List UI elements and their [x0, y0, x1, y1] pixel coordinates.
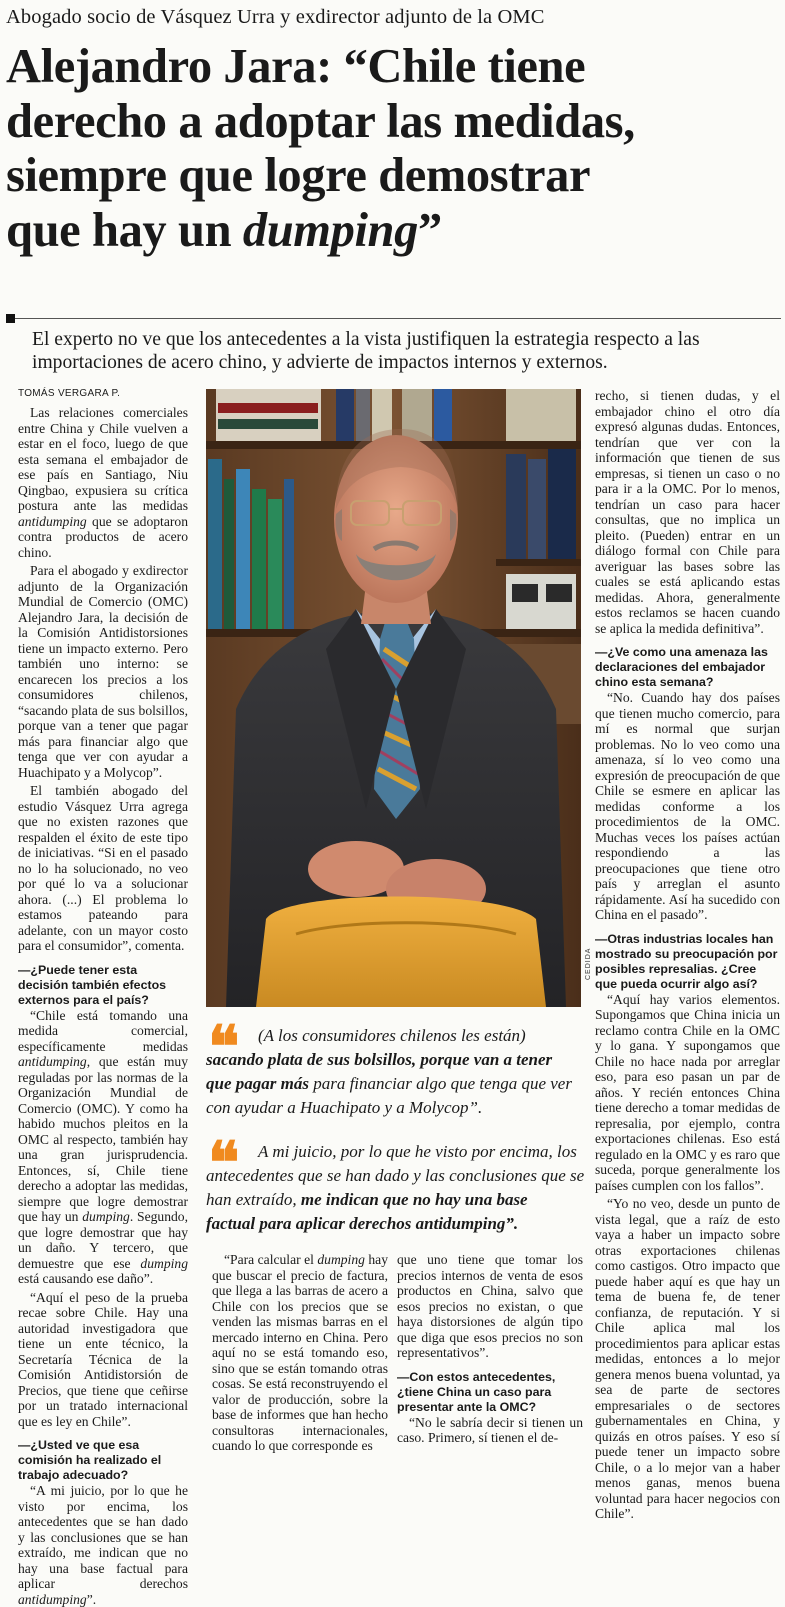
pull-quote-line: factual para aplicar derechos antidumping”.: [206, 1214, 519, 1233]
paragraph: Las relaciones comerciales entre China y Chile vuelven a estar en el foco, luego de que esta semana el embajador de ese país en Santiago, Niu Qingbao, expusiera su crítica postura ante las medidas antidumping que se adoptaron contra productos de acero chino.: [18, 405, 188, 560]
kicker: Abogado socio de Vásquez Urra y exdirector adjunto de la OMC: [6, 6, 545, 28]
headline-line: Alejandro Jara: “Chile tiene: [6, 40, 586, 93]
paragraph: El también abogado del estudio Vásquez Urra agrega que no existen razones que respalden el éxito de este tipo de iniciativas. “Si en el pasado no lo ha solucionado, no veo por qué lo va a solucionar ahora. (...) El problema lo estamos pateando para adelante, con un mayor costo para el consumidor”, comenta.: [18, 783, 188, 953]
pull-quote-line: antecedentes que se han dado y las conclusiones que se: [206, 1166, 585, 1185]
deck-line: El experto no ve que los antecedentes a la vista justifiquen la estrategia respecto a las: [32, 329, 700, 350]
pull-quote-line: han extraído, me indican que no hay una base: [206, 1190, 528, 1209]
interview-answer: “Aquí hay varios elementos. Supongamos que China inicia un reclamo contra Chile en la OMC y lo gana. Y supongamos que Chile no hace nada por arreglar eso, para eso pasan un par de años. Y recién entonces China tiene derecho a tomar medidas de represalia, por ejemplo, contra exportaciones chilenas. Eso está regulado en la OMC y es raro que suceda, porque generalmente los países cumplen con los fallos”.: [595, 991, 780, 1193]
interview-question: —Con estos antecedentes, ¿tiene China un caso para presentar ante la OMC?: [397, 1369, 556, 1414]
article-column-3: [397, 1252, 583, 1446]
paragraph: Para el abogado y exdirector adjunto de la Organización Mundial de Comercio (OMC) Alejandro Jara, la decisión de la Comisión Antidistorsiones tiene un impacto externo. Pero también uno interno: se encarecen los precios a los consumidores chilenos, “sacando plata de sus bolsillos, porque van a tener que pagar más para financiar algo que tenga que ver con ayudar a Huachipato y a Molycop”.: [18, 563, 188, 780]
pull-quote-line: (A los consumidores chilenos les están): [258, 1026, 526, 1045]
paragraph: “Aquí el peso de la prueba recae sobre Chile. Hay una autoridad investigadora que tiene un ente técnico, la Secretaría Técnica de la Comisión Antidistorsión de Precios, que tiene que ceñirse por un tratado internacional que es ley en Chile”.: [18, 1289, 188, 1429]
headline-line: siempre que logre demostrar: [6, 149, 591, 202]
headline-line: [6, 204, 781, 259]
quote-mark-icon: ❛❛: [208, 1013, 234, 1081]
paragraph: “Para calcular el dumping hay que buscar el precio de factura, que llega a las barras de acero a Chile con los precios que se venden las mismas barras en el mercado interno en China. Pero aquí no se está tomando eso, sino que se están tomando otras cosas. Se está reconstruyendo el valor de producción, sobre la base de informes que han hecho consultoras internacionales, cuando lo que corresponde es: [212, 1252, 388, 1453]
interview-question: —¿Puede tener esta decisión también efectos externos para el país?: [18, 962, 167, 1007]
deck-line: importaciones de acero chino, y advierte de impactos internos y externos.: [32, 352, 608, 373]
headline-text: que hay un: [6, 203, 243, 257]
article-column-2: [212, 1252, 388, 1454]
interview-answer: “A mi juicio, por lo que he visto por encima, los antecedentes que se han dado y las conclusiones que se han extraído, me indican que no hay una base factual para aplicar derechos antidumping”.: [18, 1483, 188, 1607]
headline-close-quote: ”: [417, 203, 442, 257]
portrait-illustration: [206, 389, 581, 1007]
pull-quote-line: que pagar más para financiar algo que tenga que ver: [206, 1074, 572, 1093]
headline-italic: dumping: [242, 203, 418, 257]
headline-separator: [6, 318, 781, 319]
byline: TOMÁS VERGARA P.: [18, 388, 121, 399]
photo-credit: CEDIDA: [585, 947, 592, 980]
portrait-photo: [206, 389, 581, 1007]
interview-question: —¿Usted ve que esa comisión ha realizado el trabajo adecuado?: [18, 1438, 162, 1482]
interview-answer: “No. Cuando hay dos países que tienen mucho comercio, para mí es normal que surjan problemas. No lo veo como una amenaza, sí lo veo como una expresión de preocupación de que Chile se esmere en aplicar las medidas conforme a los procedimientos de la OMC. Muchas veces los países actúan respondiendo a las preocupaciones que tiene otro país y arreglan el asunto rápidamente. Así ha sucedido con China en el pasado”.: [595, 690, 780, 922]
pull-quote-line: A mi juicio, por lo que he visto por encima, los: [258, 1142, 577, 1161]
pull-quote-1: [206, 1013, 591, 1120]
pull-quote-2: [206, 1129, 591, 1236]
paragraph: “Yo no veo, desde un punto de vista legal, que a raíz de esto vaya a haber un impacto sobre otras exportaciones chilenas como castigos. Otro impacto que puede haber aquí es que hay un tema de buena fe, de tener confianza, de reputación. Y si Chile aplica mal los procedimientos para aplicar estas medidas, entonces a lo mejor genera menos buena voluntad, ya sea de parte de sectores empresariales o de sectores gubernamentales en China, y quizás en otros países. Y eso sí puede tener un impacto sobre Chile, o a lo mejor van a haber menos ganas, menos buena voluntad para hacer negocios con Chile”.: [595, 1196, 780, 1521]
paragraph: recho, si tienen dudas, y el embajador chino el otro día expresó algunas dudas. Entonces, tendrían que ver con la información que tienen de sus empresas, si tienen un caso o no para ir a la OMC. Por lo menos, tendrían un caso para hacer consultas, que no implica un pleito. (Pueden) entrar en un diálogo formal con Chile para averiguar las bases sobre las cuales se está aplicando estas medidas. Ahora, generalmente estos reclamos se hacen cuando se aplica la medida definitiva”.: [595, 388, 780, 636]
interview-question: —Otras industrias locales han mostrado su preocupación por posibles represalias. ¿Cree que pueda ocurrir algo así?: [595, 931, 778, 991]
paragraph: que uno tiene que tomar los precios internos de venta de esos productos en China, salvo que esos precios no existan, o que haya distorsiones de algún tipo que diga que esos precios no son representativos”.: [397, 1252, 583, 1360]
headline-line: derecho a adoptar las medidas,: [6, 94, 635, 148]
deck: [32, 328, 782, 374]
deck-marker: [6, 314, 15, 323]
headline: [6, 40, 781, 258]
pull-quote-line: sacando plata de sus bolsillos, porque van a tener: [206, 1050, 553, 1069]
pull-quote-line: con ayudar a Huachipato y a Molycop”.: [206, 1098, 483, 1117]
article-column-1: [18, 405, 188, 1607]
interview-answer: “No le sabría decir si tienen un caso. Primero, sí tienen el de-: [397, 1414, 583, 1445]
interview-question: —¿Ve como una amenaza las declaraciones del embajador chino esta semana?: [595, 645, 768, 689]
quote-mark-icon: ❛❛: [208, 1129, 234, 1197]
interview-answer: “Chile está tomando una medida comercial, específicamente medidas antidumping, que están muy reguladas por las normas de la Organización Mundial de Comercio (OMC). Y como ha habido muchos pleitos en la OMC al respecto, también hay una gran jurisprudencia. Entonces, sí, Chile tiene derecho a adoptar las medidas, siempre que logre demostrar que hay un dumping. Segundo, que logre demostrar que hay un daño. Y tercero, que demuestre que ese dumping está causando ese daño”.: [18, 1007, 188, 1286]
article-column-4: [595, 388, 780, 1522]
